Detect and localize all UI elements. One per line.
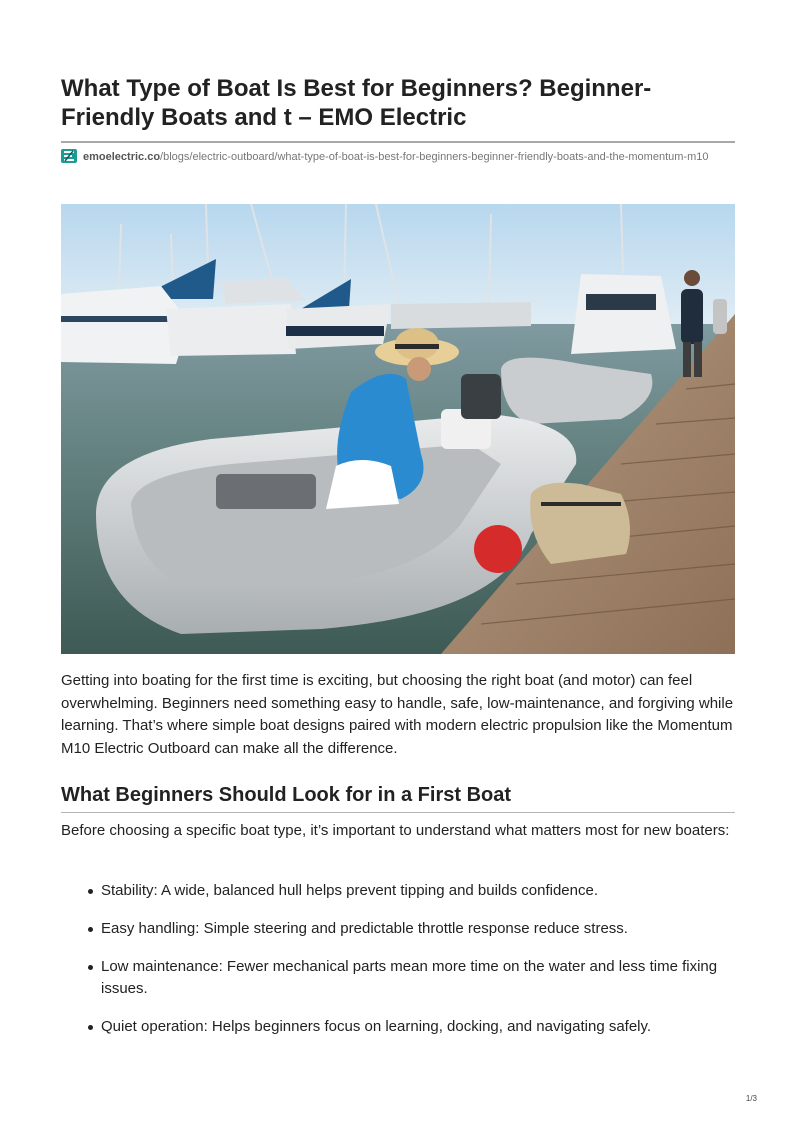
list-item: Stability: A wide, balanced hull helps prevent tipping and builds confidence. [61,880,735,902]
woman-in-inflatable-boat-at-marina-dock-image [61,204,735,654]
list-item: Easy handling: Simple steering and predictable throttle response reduce stress. [61,918,735,940]
emo-logo-icon [61,149,77,163]
list-item: Quiet operation: Helps beginners focus on learning, docking, and navigating safely. [61,1016,735,1038]
title-divider [61,141,735,143]
page-number: 1/3 [745,1094,757,1103]
list-item: Low maintenance: Fewer mechanical parts mean more time on the water and less time fixing issues. [61,956,735,1000]
section-divider [61,812,735,813]
article-title: What Type of Boat Is Best for Beginners? Beginner-Friendly Boats and t – EMO Electric [61,75,652,131]
source-path[interactable]: /blogs/electric-outboard/what-type-of-boat-is-best-for-beginners-beginner-friendly-boats-and-the-momentum-m10 [160,151,709,163]
hero-image [61,204,735,654]
intro-paragraph: Getting into boating for the first time is exciting, but choosing the right boat (and motor) can feel overwhelming. Beginners need something easy to handle, safe, low-maintenance, and forgiving while learning. That’s where simple boat designs paired with modern electric propulsion like the Momentum M10 Electric Outboard can make all the difference. [61,672,734,757]
source-domain[interactable]: emoelectric.co [83,151,161,163]
source-line [61,149,735,165]
section-heading: What Beginners Should Look for in a First Boat [61,784,512,806]
section-intro-paragraph: Before choosing a specific boat type, it’s important to understand what matters most for new boaters: [61,822,730,839]
criteria-list [61,880,735,1054]
